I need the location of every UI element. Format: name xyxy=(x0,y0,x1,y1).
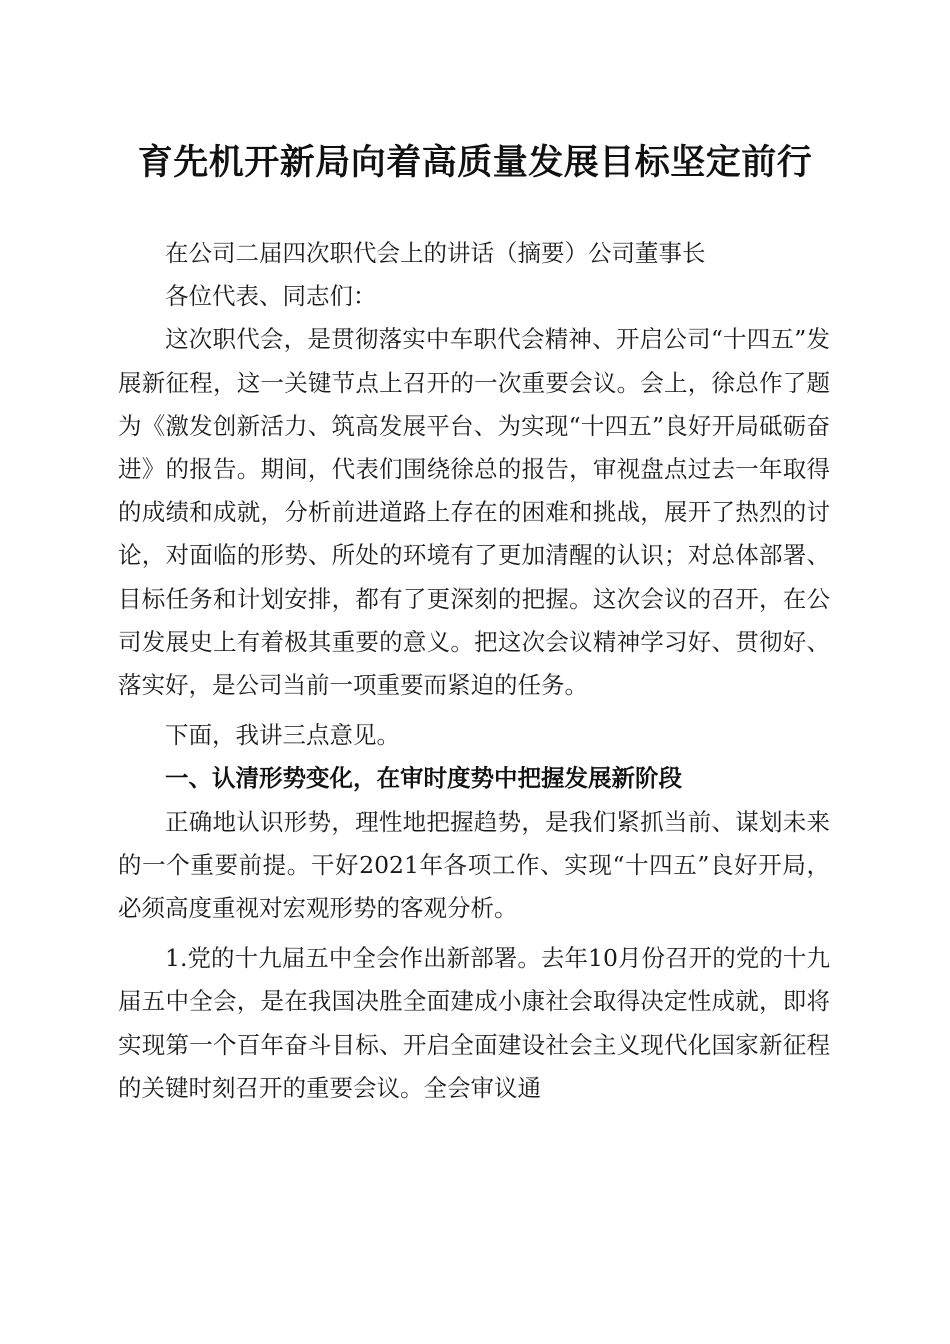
section-1-heading: 一、认清形势变化，在审时度势中把握发展新阶段 xyxy=(165,764,682,793)
transition-paragraph: 下面，我讲三点意见。 xyxy=(165,721,400,750)
section-1-paragraph-2: 1.党的十九届五中全会作出新部署。去年10月份召开的党的十九届五中全会，是在我国决胜全面建成小康社会取得决定性成就，即将实现第一个百年奋斗目标、开启全面建设社会主义现代化国家新征程的关键时刻召开的重要会议。全会审议通 xyxy=(118,944,830,1102)
speech-subtitle: 在公司二届四次职代会上的讲话（摘要）公司董事长 xyxy=(165,239,706,267)
salutation: 各位代表、同志们： xyxy=(165,282,377,311)
intro-paragraph: 这次职代会，是贯彻落实中车职代会精神、开启公司“十四五”发展新征程，这一关键节点上召开的一次重要会议。会上，徐总作了题为《激发创新活力、筑高发展平台、为实现“十四五”良好开局砥砺奋进》的报告。期间，代表们围绕徐总的报告，审视盘点过去一年取得的成绩和成就，分析前进道路上存在的困难和挑战，展开了热烈的讨论，对面临的形势、所处的环境有了更加清醒的认识；对总体部署、目标任务和计划安排，都有了更深刻的把握。这次会议的召开，在公司发展史上有着极其重要的意义。把这次会议精神学习好、贯彻好、落实好，是公司当前一项重要而紧迫的任务。 xyxy=(118,325,830,700)
document-title: 育先机开新局向着高质量发展目标坚定前行 xyxy=(137,142,813,183)
document-body xyxy=(118,232,830,1110)
section-1-paragraph-1: 正确地认识形势，理性地把握趋势，是我们紧抓当前、谋划未来的一个重要前提。干好2021年各项工作、实现“十四五”良好开局，必须高度重视对宏观形势的客观分析。 xyxy=(118,807,830,923)
